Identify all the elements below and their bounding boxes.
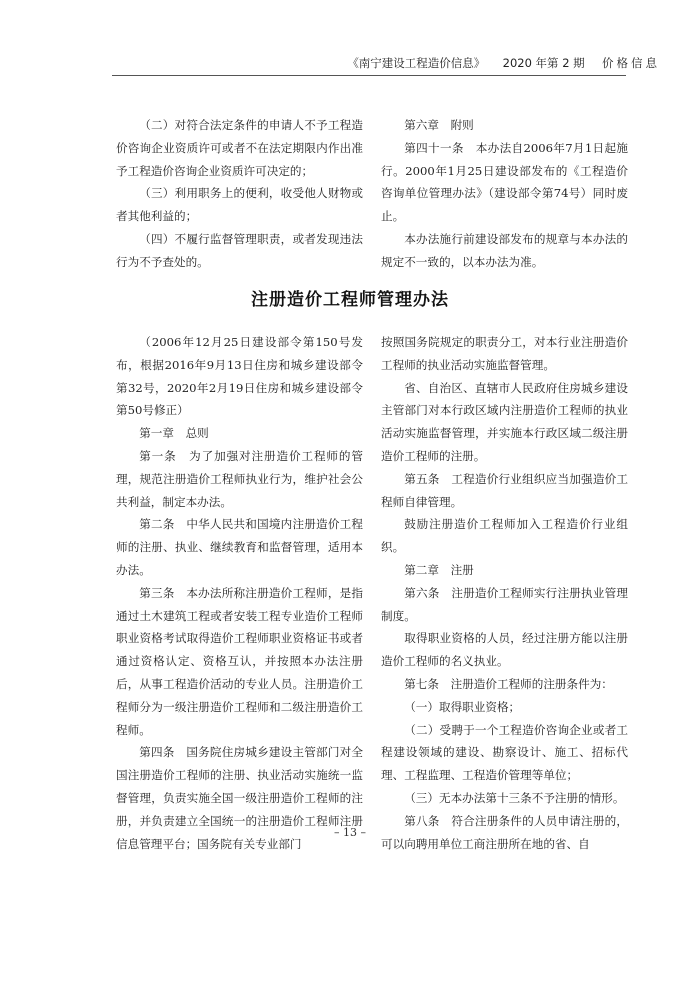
paragraph: （三）无本办法第十三条不予注册的情形。	[404, 790, 625, 805]
top-right-column	[381, 114, 628, 274]
page-number: – 13 –	[334, 826, 366, 839]
paragraph: （二）对符合法定条件的申请人不予工程造价咨询企业资质许可或者不在法定期限内作出准予工程造价咨询企业资质许可决定的；	[116, 118, 363, 178]
chapter-heading: 第六章 附则	[404, 118, 474, 132]
chapter-heading: 第一章 总则	[139, 426, 209, 441]
paragraph: 第四条 国务院住房城乡建设主管部门对全国注册造价工程师的注册、执业活动实施统一监督管理，负责实施全国一级注册造价工程师的注册，并负责建立全国统一的注册造价工程师注册信息管理平台；国务院有关专业部门	[116, 745, 363, 851]
paragraph: 省、自治区、直辖市人民政府住房城乡建设主管部门对本行政区域内注册造价工程师的执业活动实施监督管理，并实施本行政区域二级注册造价工程师的注册。	[381, 380, 628, 463]
issue-number: 2020 年第 2 期	[502, 56, 585, 70]
paragraph: （三）利用职务上的便利，收受他人财物或者其他利益的；	[116, 186, 363, 224]
section-label: 价格信息	[602, 56, 660, 70]
article-title: 注册造价工程师管理办法	[251, 290, 449, 310]
paragraph: 鼓励注册造价工程师加入工程造价行业组织。	[381, 517, 628, 555]
paragraph-continued: 按照国务院规定的职责分工，对本行业注册造价工程师的执业活动实施监督管理。	[381, 335, 628, 372]
paragraph: 取得职业资格的人员，经过注册方能以注册造价工程师的名义执业。	[381, 631, 628, 669]
paragraph: 第四十一条 本办法自2006年7月1日起施行。2000年1月25日建设部发布的《工程造价咨询单位管理办法》（建设部令第74号）同时废止。	[381, 140, 628, 224]
paragraph: （二）受聘于一个工程造价咨询企业或者工程建设领域的建设、勘察设计、施工、招标代理、工程监理、工程造价管理等单位；	[381, 722, 628, 783]
running-header	[300, 55, 660, 71]
paragraph: 第五条 工程造价行业组织应当加强造价工程师自律管理。	[381, 471, 628, 509]
paragraph: 第二条 中华人民共和国境内注册造价工程师的注册、执业、继续教育和监督管理，适用本办法。	[116, 517, 363, 577]
paragraph: 本办法施行前建设部发布的规章与本办法的规定不一致的，以本办法为准。	[381, 231, 628, 269]
body-right-column	[381, 331, 628, 855]
paragraph: （一）取得职业资格；	[404, 699, 521, 714]
paragraph: 第六条 注册造价工程师实行注册执业管理制度。	[381, 585, 628, 623]
journal-title: 《南宁建设工程造价信息》	[347, 56, 486, 70]
paragraph: 第七条 注册造价工程师的注册条件为：	[404, 676, 613, 691]
paragraph: （四）不履行监督管理职责，或者发现违法行为不予查处的。	[116, 231, 363, 269]
paragraph: 第三条 本办法所称注册造价工程师，是指通过土木建筑工程或者安装工程专业造价工程师职业资格考试取得造价工程师职业资格证书或者通过资格认定、资格互认，并按照本办法注册后，从事工程造价活动的专业人员。注册造价工程师分为一级注册造价工程师和二级注册造价工程师。	[116, 585, 363, 737]
revision-note: （2006年12月25日建设部令第150号发布，根据2016年9月13日住房和城乡建设部令第32号，2020年2月19日住房和城乡建设部令第50号修正）	[116, 335, 363, 418]
paragraph: 第八条 符合注册条件的人员申请注册的，可以向聘用单位工商注册所在地的省、自	[381, 813, 628, 851]
paragraph: 第一条 为了加强对注册造价工程师的管理，规范注册造价工程师执业行为，维护社会公共利益，制定本办法。	[116, 448, 363, 509]
header-rule	[112, 75, 626, 76]
top-left-column	[116, 114, 363, 274]
chapter-heading: 第二章 注册	[404, 562, 474, 577]
body-left-column	[116, 331, 363, 855]
